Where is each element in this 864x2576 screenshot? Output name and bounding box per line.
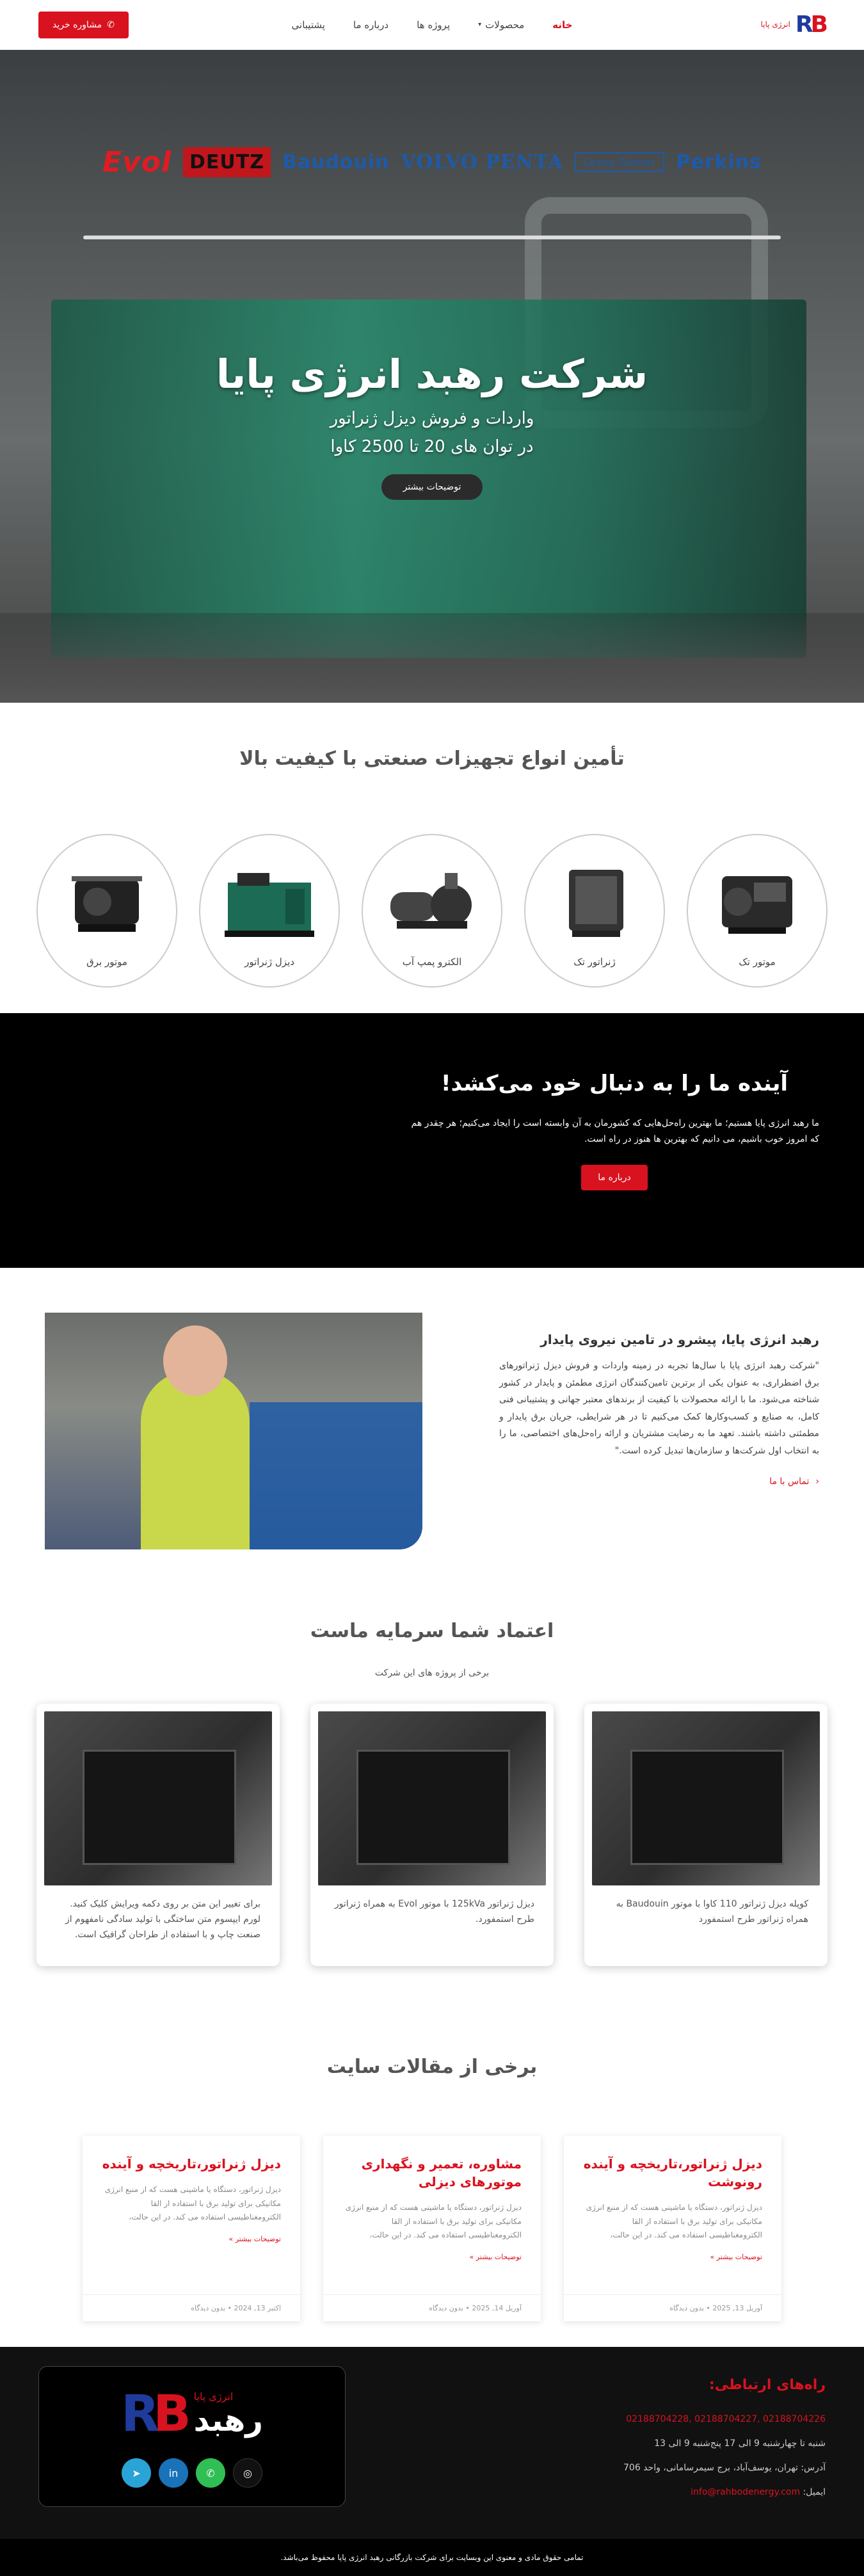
project-cards [0,1704,864,1966]
project-image [318,1711,546,1885]
products-title: تأمین انواع تجهیزات صنعتی با کیفیت بالا [239,748,625,770]
about-title: رهبد انرژی پایا، پیشرو در تامین نیروی پایدار [540,1332,819,1347]
future-text: ما رهبد انرژی پایا هستیم؛ ما بهترین راه‌حل‌هایی که کشورمان به آن وابسته است را ایجاد می‌کنیم؛ هر چقدر هم که امروز خوب باشیم، می دانیم که بهترین ها هنوز در راه است. [411,1118,819,1144]
more-info-button[interactable]: توضیحات بیشتر [381,474,483,500]
email-label: ایمیل: [803,2486,826,2497]
about-text-block [499,1313,819,1487]
social-links [122,2458,262,2488]
technician-photo [45,1313,422,1549]
linkedin-icon[interactable]: in [159,2458,188,2488]
product-item[interactable] [36,834,177,988]
footer-logo [121,2385,263,2443]
chevron-left-icon: ‹ [815,1476,819,1487]
contact-info [623,2366,826,2520]
project-card[interactable] [36,1704,280,1966]
address: آدرس: تهران، یوسف‌آباد، برج سیمرسامانی، واحد 706 [623,2462,826,2473]
article-comments: بدون دیدگاه [191,2304,226,2312]
brand-leroy-somer: Leroy-Somer [575,152,664,172]
articles-section [0,1966,864,2321]
email-link[interactable]: info@rahbodenergy.com [691,2486,801,2497]
footer-logo-mark: RB [121,2385,185,2443]
nav-projects[interactable]: پروژه ها [417,19,451,31]
photo-worker [141,1370,250,1549]
article-card[interactable] [564,2136,781,2321]
project-card[interactable] [584,1704,828,1966]
hero-subtitle-power: در توان های 20 تا 2500 کاوا [330,437,534,456]
future-title: آینده ما را به دنبال خود می‌کشد! [440,1071,788,1096]
phone-numbers[interactable]: 02188704226 ,02188704227 ,02188704228 [626,2414,826,2425]
email-row [623,2481,826,2505]
nav-products-label: محصولات [485,19,525,31]
product-item[interactable] [524,834,665,988]
articles-title: برخی از مقالات سایت [326,2056,538,2078]
projects-section [0,1549,864,1966]
copyright-bar: تمامی حقوق مادی و معنوی این وبسایت برای شرکت بازرگانی رهبد انرژی پایا محفوظ می‌باشد. [0,2539,864,2576]
hero-subtitle: واردات و فروش دیزل ژنراتور [330,409,534,428]
logo-mark: RB [795,11,826,38]
whatsapp-icon[interactable]: ✆ [196,2458,225,2488]
article-meta: آوریل 13, 2025 • بدون دیدگاه [564,2294,781,2321]
project-card[interactable] [310,1704,554,1966]
project-text: کوپله دیزل ژنراتور 110 کاوا با موتور Baudouin به همراه ژنراتور طرح استمفورد [616,1899,808,1924]
brand-evol: Evol [102,146,172,179]
electro-pump-image [381,854,483,950]
nav-home[interactable]: خانه [552,19,573,31]
projects-title: اعتماد شما سرمایه ماست [310,1620,554,1642]
product-list [0,834,864,988]
article-excerpt: دیزل ژنراتور، دستگاه یا ماشینی هست که از منبع انرژی مکانیکی برای تولید برق با استفاده از القا الکترومغناطیسی استفاده می کند. در این حالت، [345,2203,522,2240]
product-item[interactable] [199,834,340,988]
chevron-down-icon: ▾ [478,21,482,28]
article-meta: آوریل 14, 2025 • بدون دیدگاه [323,2294,541,2321]
products-section [0,703,864,988]
article-date: آوریل 14, 2025 [472,2304,522,2312]
article-title[interactable]: دیزل ژنراتور،تاریخچه و آینده [102,2156,281,2172]
article-comments: بدون دیدگاه [429,2304,463,2312]
contact-title: راه‌های ارتباطی: [708,2377,826,2393]
article-comments: بدون دیدگاه [669,2304,704,2312]
logo-text: انرژی پایا [760,20,790,29]
product-item[interactable] [687,834,828,988]
brand-deutz: DEUTZ [183,147,271,177]
project-text: دیزل ژنراتور 125kVa با موتور Evol به همراه ژنراتور طرح استمفورد. [334,1899,534,1924]
contact-us-label: تماس با ما [769,1476,810,1487]
buy-consult-button[interactable] [38,12,129,38]
working-hours: شنبه تا چهارشنبه 9 الی 17 پنج‌شنبه 9 الی 13 [654,2438,826,2449]
article-list [0,2136,864,2321]
footer-logo-text [194,2390,263,2438]
nav-products[interactable] [478,19,524,31]
telegram-icon[interactable]: ➤ [122,2458,151,2488]
article-title[interactable]: مشاوره، تعمیر و نگهداری موتورهای دیزلی [361,2156,522,2189]
read-more-link[interactable]: توضیحات بیشتر » [469,2252,522,2261]
product-label: دیزل ژنراتور [244,956,294,968]
footer-logo-name: رهبد [193,2402,263,2438]
product-label: ژنراتور تک [573,956,616,968]
article-title[interactable]: دیزل ژنراتور،تاریخچه و آینده رونوشت [583,2156,762,2189]
brand-divider [83,236,781,239]
site-header [0,0,864,50]
article-date: آوریل 13, 2025 [712,2304,762,2312]
article-card[interactable] [323,2136,541,2321]
brand-volvo-penta: VOLVO PENTA [401,151,564,173]
footer-logo-sub: انرژی پایا [193,2390,234,2403]
hero-section [0,50,864,703]
read-more-link[interactable]: توضیحات بیشتر » [710,2252,762,2261]
future-section [0,1013,864,1268]
site-logo[interactable] [710,13,826,36]
about-section [0,1268,864,1549]
projects-subtitle: برخی از پروژه های این شرکت [374,1668,490,1678]
article-date: اکتبر 13, 2024 [234,2304,281,2312]
brand-baudouin: Baudouin [282,151,390,173]
product-label: الکترو پمپ آب [402,956,462,968]
article-excerpt: دیزل ژنراتور، دستگاه یا ماشینی هست که از منبع انرژی مکانیکی برای تولید برق با استفاده از القا الکترومغناطیسی استفاده می کند. در این حالت، [104,2185,281,2222]
project-text: برای تغییر این متن بر روی دکمه ویرایش کلیک کنید. لورم ایپسوم متن ساختگی با تولید سادگی نامفهوم از صنعت چاپ و با استفاده از طراحان گرافیک است. [65,1899,260,1940]
footer-logo-box [38,2366,346,2507]
photo-engine [250,1402,422,1549]
about-us-button[interactable]: درباره ما [581,1165,647,1190]
project-image [592,1711,820,1885]
single-alternator-image [543,854,646,950]
single-engine-image [706,854,808,950]
photo-worker-head [163,1325,227,1396]
product-label: موتور برق [86,956,127,968]
article-excerpt: دیزل ژنراتور، دستگاه یا ماشینی هست که از منبع انرژی مکانیکی برای تولید برق با استفاده از القا الکترومغناطیسی استفاده می کند. در این حالت، [586,2203,762,2240]
phone-icon: ✆ [107,19,115,30]
article-card[interactable] [83,2136,300,2321]
product-label: موتور تک [739,956,776,968]
product-item[interactable] [362,834,502,988]
contact-us-link[interactable] [769,1476,819,1487]
hero-title: شرکت رهبد انرژی پایا [216,351,648,397]
future-content [410,1071,819,1190]
nav-about[interactable]: درباره ما [353,19,389,31]
project-image [44,1711,272,1885]
project-generator [356,1750,510,1865]
project-generator [83,1750,236,1865]
project-generator [630,1750,784,1865]
brand-strip [102,146,762,179]
nav-support[interactable]: پشتیبانی [291,19,325,31]
buy-consult-label: مشاوره خرید [52,19,102,30]
article-meta: اکتبر 13, 2024 • بدون دیدگاه [83,2294,300,2321]
power-engine-image [56,854,158,950]
brand-perkins: Perkins [676,151,762,173]
read-more-link[interactable]: توضیحات بیشتر » [228,2234,281,2243]
site-footer [0,2347,864,2539]
about-text: "شرکت رهبد انرژی پایا با سال‌ها تجربه در زمینه واردات و فروش دیزل ژنراتورهای برق اضطراری، به عنوان یکی از برترین تامین‌کنندگان انرژی مطمئن و پایدار در کشور شناخته می‌شود. ما با ارائه محصولات با کیفیت از برندهای معتبر جهانی و پشتیبانی فنی کامل، به صنایع و کسب‌وکارها کمک می‌کنیم تا در هر شرایطی، جریان برق پایدار و مطمئنی داشته باشند. تعهد ما به رضایت مشتریان و ارائه راه‌حل‌های اختصاصی، ما را به انتخاب اول شرکت‌ها و سازمان‌ها تبدیل کرده است." [499,1361,819,1456]
instagram-icon[interactable]: ◎ [233,2458,262,2488]
diesel-generator-image [218,854,321,950]
hero-content [0,351,864,500]
main-nav [292,19,573,31]
hero-floor [0,613,864,703]
